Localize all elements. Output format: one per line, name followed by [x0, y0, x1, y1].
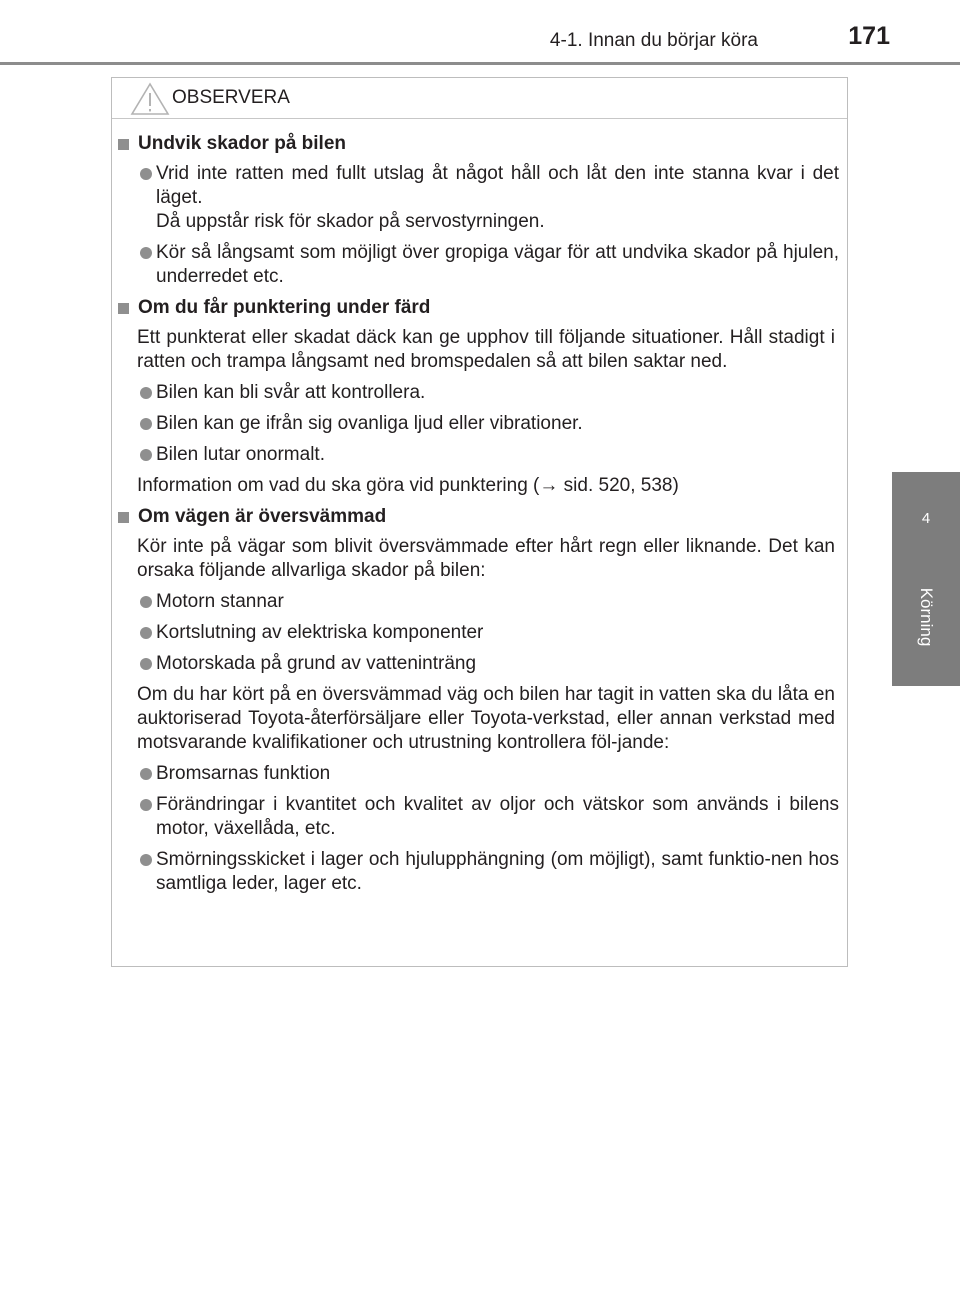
square-bullet-icon [118, 303, 129, 314]
circle-bullet-icon [140, 854, 152, 866]
list-item [156, 848, 839, 896]
caution-content [112, 132, 847, 903]
paragraph: Kör inte på vägar som blivit översvämmade efter hårt regn eller liknande. Det kan orsaka följande allvarliga skador på bilen: [137, 536, 835, 581]
circle-bullet-icon [140, 387, 152, 399]
list-item-text: Kör så långsamt som möjligt över gropiga vägar för att undvika skador på hjulen, underredet etc. [156, 242, 839, 287]
list-item-text: Motorn stannar [156, 591, 284, 612]
section-heading: Undvik skador på bilen [112, 132, 847, 157]
circle-bullet-icon [140, 596, 152, 608]
chapter-number: 4 [921, 510, 931, 527]
caution-title: OBSERVERA [172, 87, 290, 108]
list-item [156, 652, 839, 676]
paragraph: Ett punkterat eller skadat däck kan ge upphov till följande situationer. Håll stadigt i ratten och trampa långsamt ned bromspedalen så att bilen saktar ned. [137, 327, 835, 372]
list-item-text: Då uppstår risk för skador på servostyrningen. [156, 211, 545, 232]
circle-bullet-icon [140, 418, 152, 430]
square-bullet-icon [118, 139, 129, 150]
section-heading: Om vägen är översvämmad [112, 505, 847, 530]
chapter-label-text: Körning [917, 587, 936, 647]
list-item [156, 590, 839, 614]
list-item-text: Bilen kan ge ifrån sig ovanliga ljud eller vibrationer. [156, 413, 583, 434]
circle-bullet-icon [140, 799, 152, 811]
list-item [156, 793, 839, 841]
section-title: 4-1. Innan du börjar köra [549, 30, 758, 51]
header-divider [0, 62, 960, 65]
list-item-text: Smörningsskicket i lager och hjulupphängning (om möjligt), samt funktio-nen hos samtliga leder, lager etc. [156, 849, 839, 894]
section-heading: Om du får punktering under färd [112, 296, 847, 321]
page-reference[interactable]: Information om vad du ska göra vid punktering (→ sid. 520, 538) [137, 475, 679, 496]
circle-bullet-icon [140, 627, 152, 639]
caution-box [111, 77, 848, 967]
list-item [156, 762, 839, 786]
list-item-text: Bromsarnas funktion [156, 763, 331, 784]
list-item-text: Motorskada på grund av vatteninträng [156, 653, 477, 674]
list-item [156, 241, 839, 289]
list-item-text: Kortslutning av elektriska komponenter [156, 622, 484, 643]
page-number: 171 [848, 22, 890, 50]
chapter-tab[interactable] [892, 472, 960, 686]
list-item-text: Förändringar i kvantitet och kvalitet av oljor och vätskor som används i bilens motor, växellåda, etc. [156, 794, 839, 839]
list-item-text: Vrid inte ratten med fullt utslag åt något håll och låt den inte stanna kvar i det läget. [156, 163, 839, 208]
caution-header [112, 78, 847, 119]
list-item [156, 162, 839, 234]
circle-bullet-icon [140, 768, 152, 780]
chapter-label [902, 572, 950, 662]
paragraph: Om du har kört på en översvämmad väg och bilen har tagit in vatten ska du låta en auktoriserad Toyota-återförsäljare eller Toyota-verkstad, eller annan verkstad med motsvarande kvalifikationer och utrustning kontrollera föl-jande: [137, 684, 835, 753]
list-item [156, 443, 839, 467]
list-item [156, 621, 839, 645]
circle-bullet-icon [140, 168, 152, 180]
circle-bullet-icon [140, 247, 152, 259]
list-item-text: Bilen kan bli svår att kontrollera. [156, 382, 426, 403]
list-item [156, 381, 839, 405]
list-item-text: Bilen lutar onormalt. [156, 444, 325, 465]
warning-triangle-icon [130, 82, 170, 116]
circle-bullet-icon [140, 449, 152, 461]
circle-bullet-icon [140, 658, 152, 670]
square-bullet-icon [118, 512, 129, 523]
list-item [156, 412, 839, 436]
